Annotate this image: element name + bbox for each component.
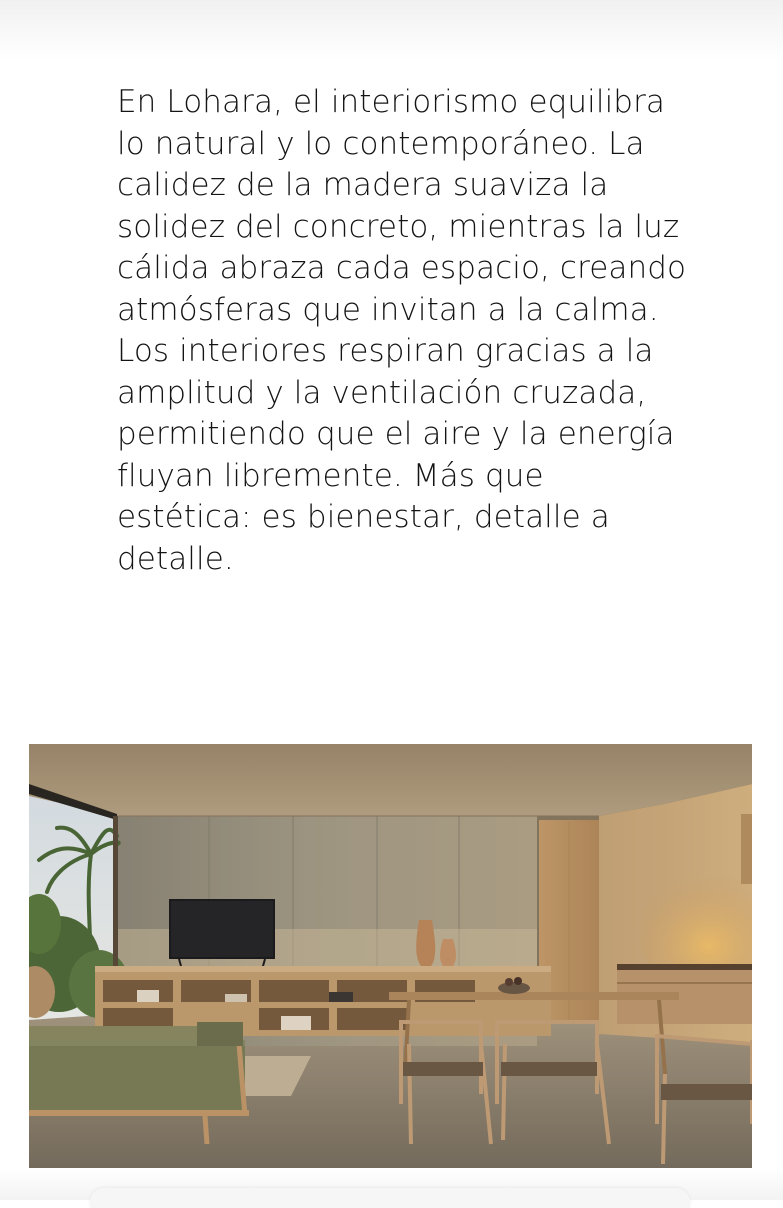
top-fade — [0, 0, 783, 60]
article-text-block — [117, 82, 687, 580]
next-card-peek[interactable] — [90, 1188, 690, 1208]
article-paragraph: En Lohara, el interiorismo equilibra lo natural y lo contemporáneo. La calidez de la madera suaviza la solidez del concreto, mientras la luz cálida abraza cada espacio, creando atmósferas que invitan a la calma. Los interiores respiran gracias a la amplitud y la ventilación cruzada, permitiendo que el aire y la energía fluyan libremente. Más que estética: es bienestar, detalle a detalle. — [117, 84, 687, 577]
interior-photo[interactable] — [29, 744, 752, 1168]
interior-illustration — [29, 744, 752, 1168]
